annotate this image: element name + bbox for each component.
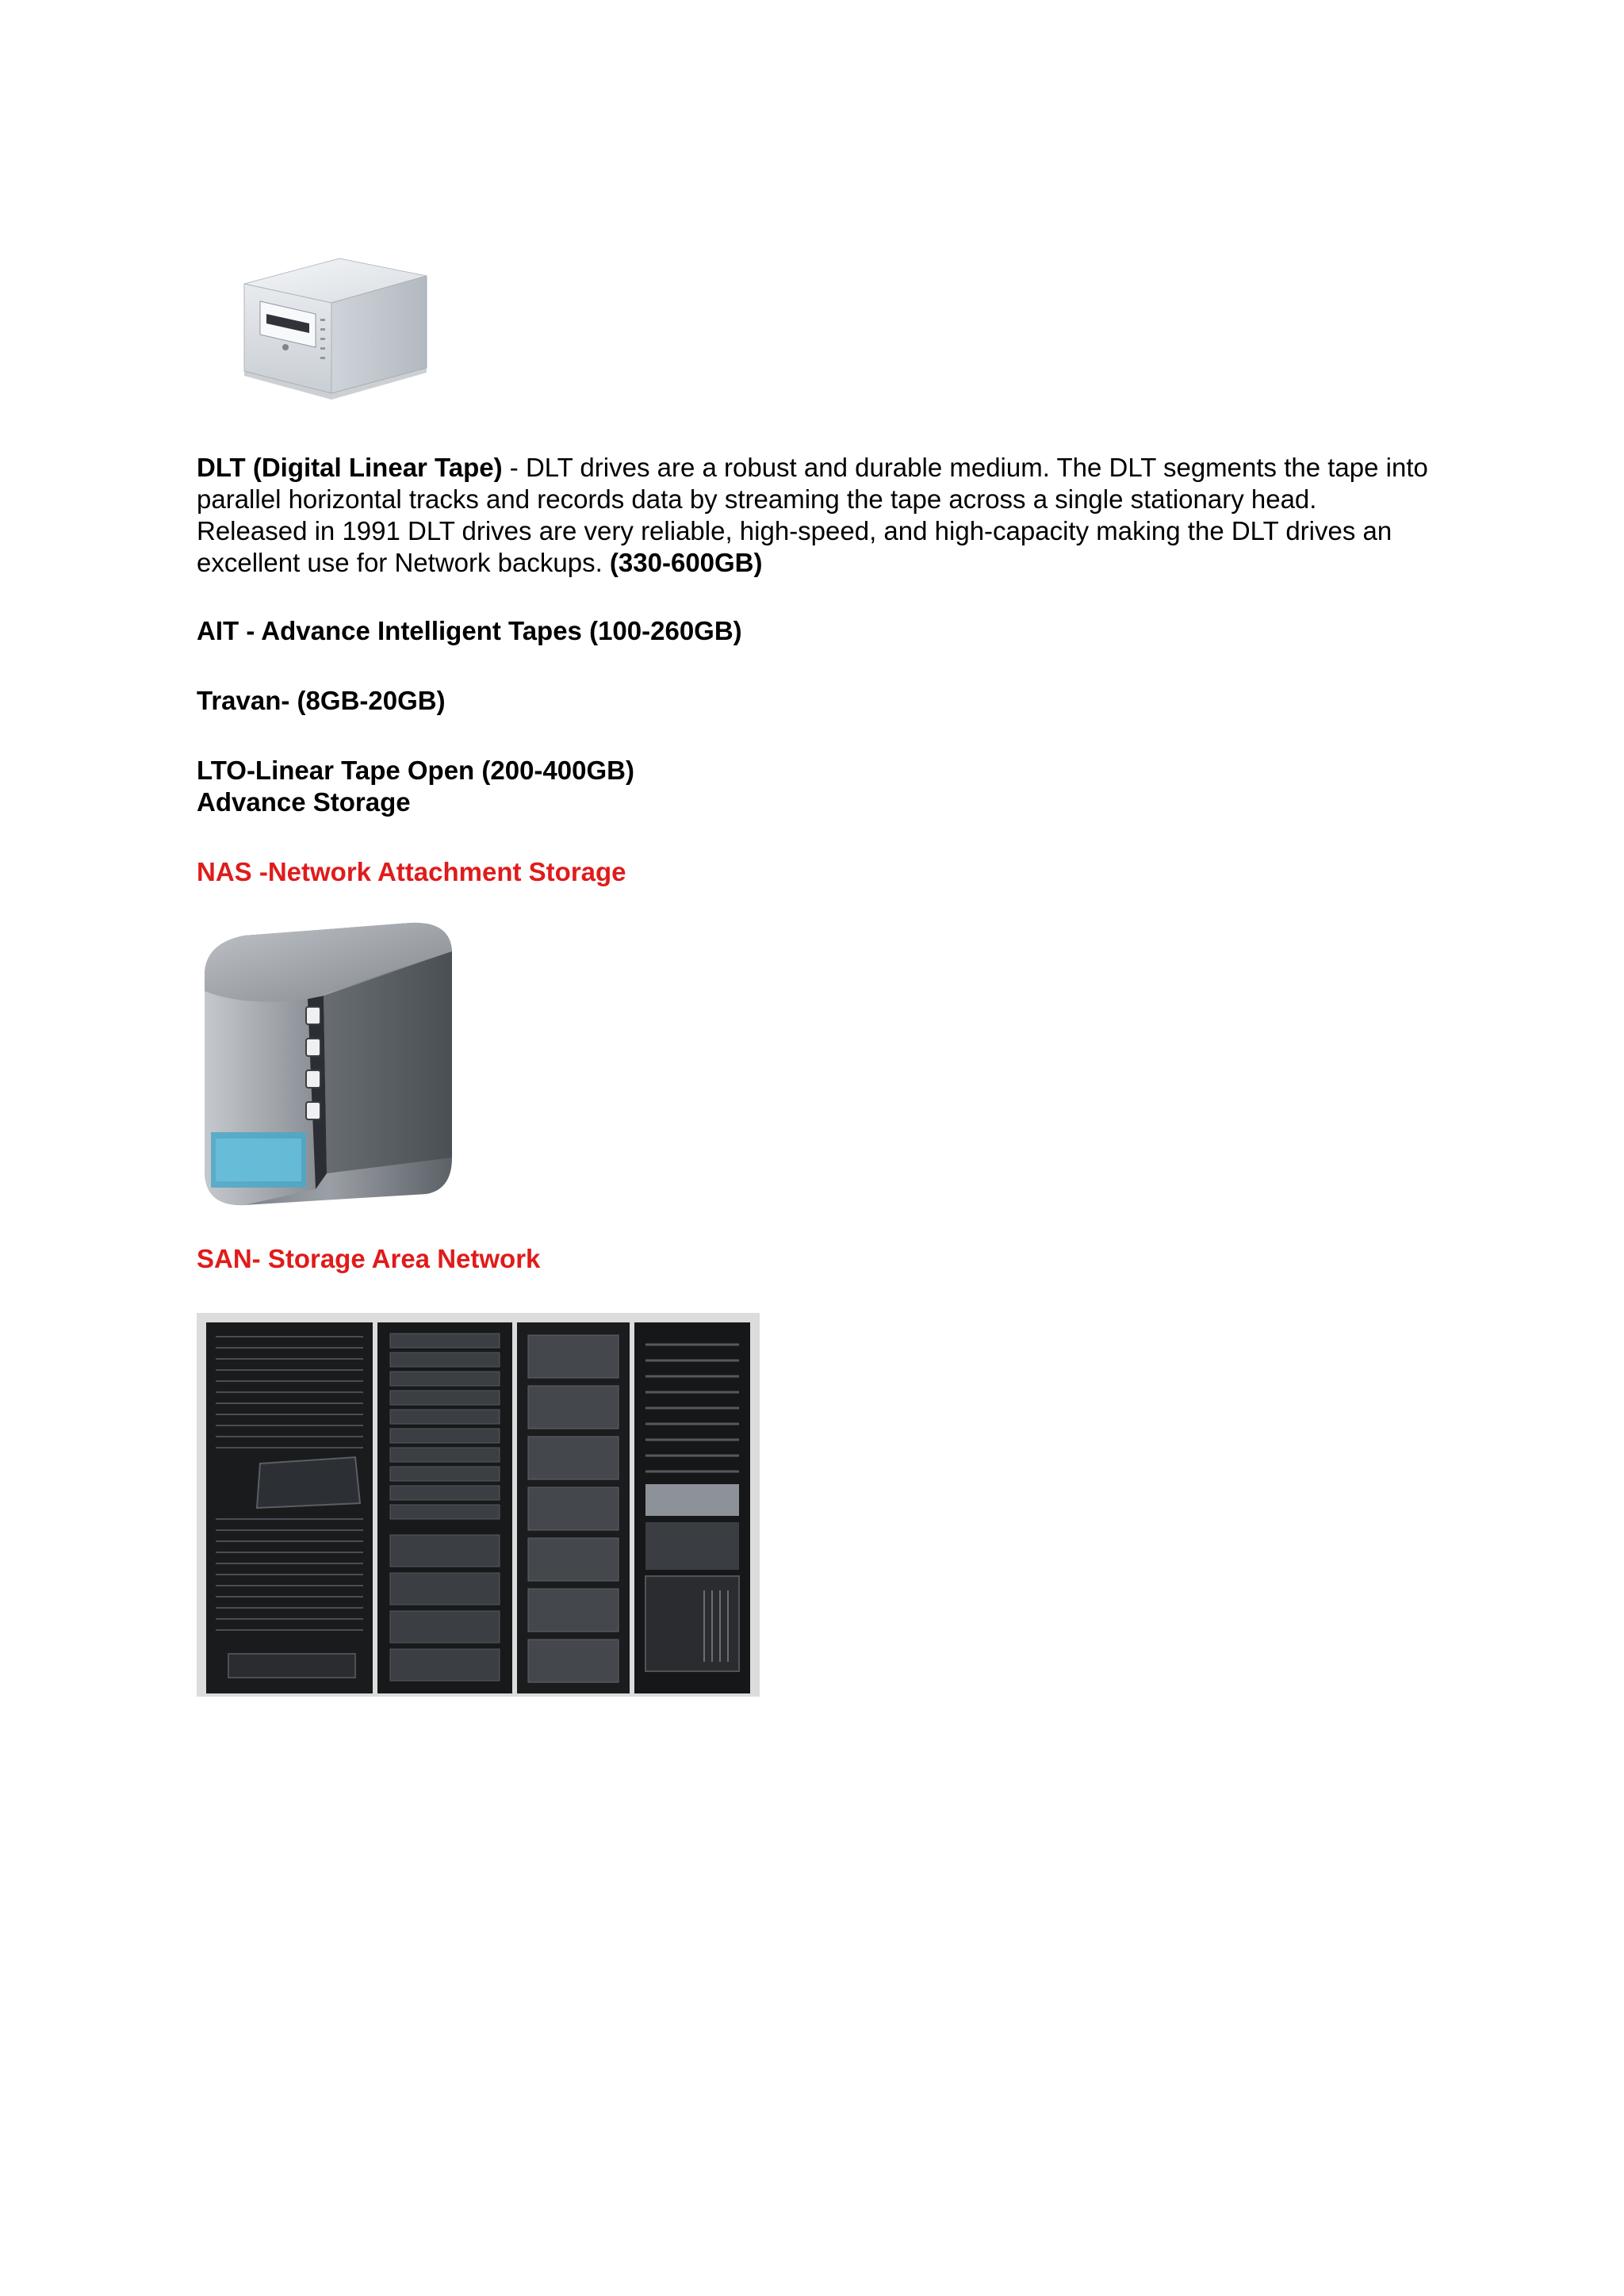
dlt-description: - DLT drives are a robust and durable medium. The DLT segments the tape into parallel horizontal tracks and records data by streaming the tape across a single stationary head. Released in 1991 DLT drives are very reliable, high-speed, and high-capacity making the DLT drives an excellent use for Network backups. <box>197 453 1428 577</box>
dlt-paragraph <box>197 452 1434 579</box>
advance-storage-heading: Advance Storage <box>197 787 411 817</box>
dlt-drive-image <box>228 252 431 404</box>
travan-line: Travan- (8GB-20GB) <box>197 686 446 715</box>
ait-line: AIT - Advance Intelligent Tapes (100-260GB) <box>197 616 742 645</box>
lto-line: LTO-Linear Tape Open (200-400GB) <box>197 756 634 785</box>
nas-device-image <box>197 920 454 1207</box>
san-rack-image <box>197 1313 760 1697</box>
nas-heading: NAS -Network Attachment Storage <box>197 857 626 886</box>
dlt-capacity: (330-600GB) <box>609 548 763 577</box>
dlt-term: DLT (Digital Linear Tape) <box>197 453 503 482</box>
san-heading: SAN- Storage Area Network <box>197 1244 541 1273</box>
